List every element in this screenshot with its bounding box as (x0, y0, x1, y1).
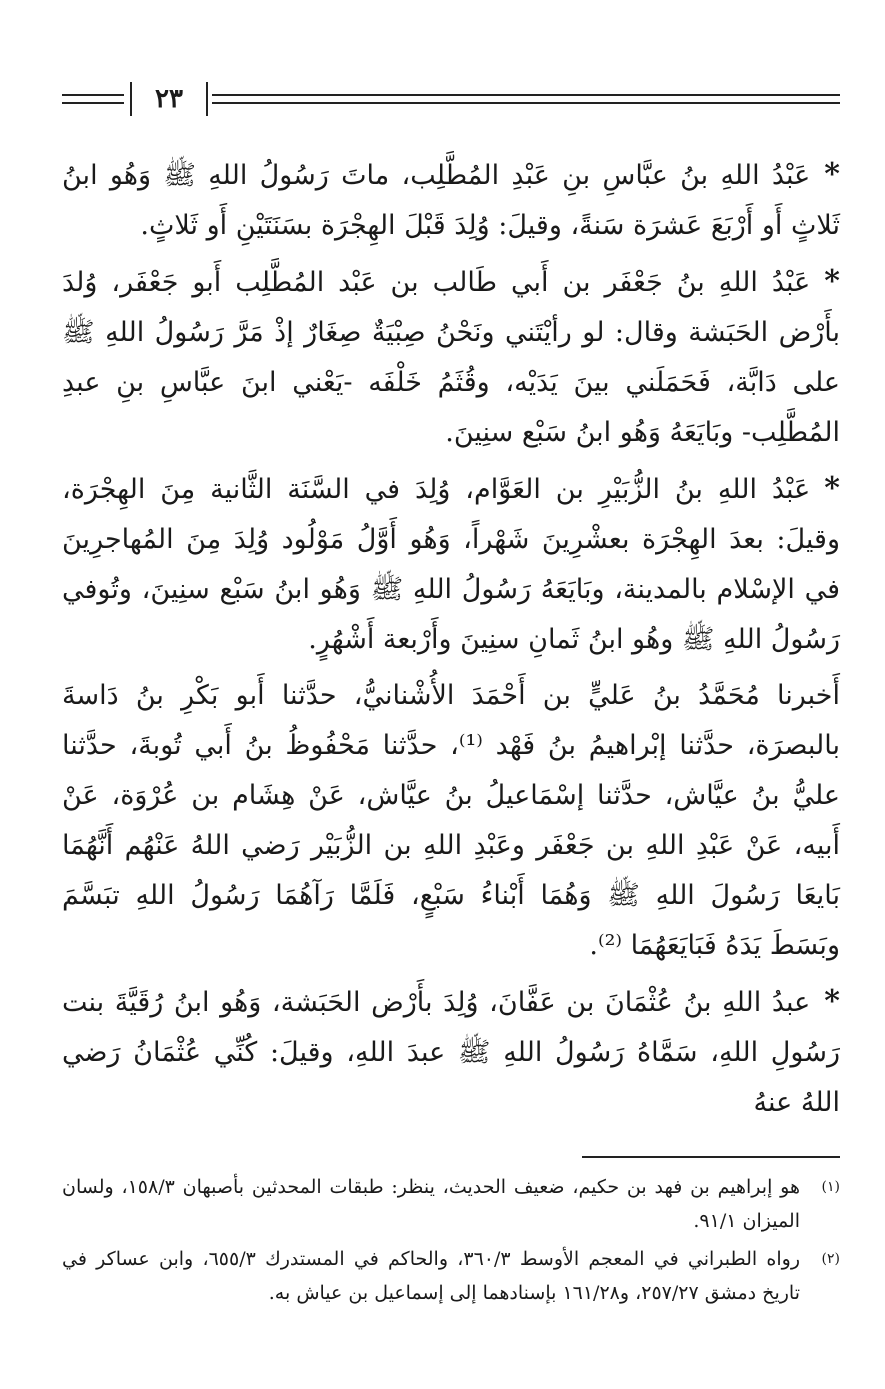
footnote (62, 1170, 840, 1238)
main-text (62, 150, 840, 1134)
footnote-marker: (٢) (821, 1251, 840, 1267)
narration-paragraph: أَخبرنا مُحَمَّدُ بنُ عَليٍّ بن أَحْمَدَ الأُشْنانيُّ، حدَّثنا أَبو بَكْرِ بنُ دَاسةَ بالبصرَة، حدَّثنا إبْراهيمُ بنُ فَهْد ⁽¹⁾، حدَّثنا مَحْفُوظُ بنُ أَبي تُوبةَ، حدَّثنا عليُّ بنُ عيَّاش، حدَّثنا إسْمَاعيلُ بنُ عيَّاش، عَنْ هِشَام بن عُرْوَة، عَنْ أَبيه، عَنْ عَبْدِ اللهِ بن جَعْفَر وعَبْدِ اللهِ بن الزُّبَيْر رَضي اللهُ عَنْهُم أَنَّهُمَا بَايعَا رَسُولَ اللهِ ﷺ وَهُمَا أَبْناءُ سَبْعٍ، فَلَمَّا رَآهُمَا رَسُولُ اللهِ تبَسَّمَ وبَسَطَ يَدَهُ فَبَايَعَهُمَا ⁽²⁾. (62, 680, 840, 961)
biography-entry (62, 977, 840, 1128)
entry-bullet: * (824, 264, 840, 299)
entry-bullet: * (824, 984, 840, 1019)
header-rule-left (62, 94, 124, 104)
page-number: ٢٣ (155, 84, 183, 114)
entry-text: عَبْدُ اللهِ بنُ عبَّاسِ بنِ عَبْدِ المُطَّلِب، ماتَ رَسُولُ اللهِ ﷺ وَهُو ابنُ ثَلاثٍ أَو أَرْبَعَ عَشرَة سَنةً، وقيلَ: وُلِدَ قَبْلَ الهِجْرَة بسَنَتَيْنِ أَو ثَلاثٍ. (62, 160, 840, 241)
page-header (62, 82, 840, 118)
footnote-separator (582, 1156, 840, 1158)
header-rule-right (212, 94, 840, 104)
entry-text: عَبْدُ اللهِ بنُ جَعْفَر بن أَبي طَالب بن عَبْد المُطَّلِب أَبو جَعْفَر، وُلدَ بأَرْض الحَبَشة وقال: لو رأيْتَني ونَحْنُ صِبْيَةٌ صِغَارٌ إذْ مَرَّ رَسُولُ اللهِ ﷺ على دَابَّة، فَحَمَلَني بينَ يَدَيْه، وقُثَمُ خَلْفَه -يَعْني ابنَ عبَّاسِ بنِ عبدِ المُطَّلِب- وبَايَعَهُ وَهُو ابنُ سَبْع سنِينَ. (62, 267, 840, 448)
entry-bullet: * (824, 157, 840, 192)
footnote (62, 1242, 840, 1310)
footnotes (62, 1170, 840, 1314)
biography-entry (62, 464, 840, 665)
entry-text: عبدُ اللهِ بنُ عُثْمَانَ بن عَفَّانَ، وُلِدَ بأَرْض الحَبَشة، وَهُو ابنُ رُقَيَّةَ بنت رَسُولِ اللهِ، سَمَّاهُ رَسُولُ اللهِ ﷺ عبدَ اللهِ، وقيلَ: كُنِّي عُثْمَانُ رَضي اللهُ عنهُ (62, 987, 840, 1118)
biography-entry (62, 257, 840, 458)
biography-entry (62, 150, 840, 251)
entry-bullet: * (824, 471, 840, 506)
header-divider-left (130, 82, 132, 116)
footnote-marker: (١) (821, 1179, 840, 1195)
footnote-text: هو إبراهيم بن فهد بن حكيم، ضعيف الحديث، ينظر: طبقات المحدثين بأصبهان ١٥٨/٣، ولسان الميزان ٩١/١. (62, 1176, 800, 1232)
header-divider-right (206, 82, 208, 116)
footnote-text: رواه الطبراني في المعجم الأوسط ٣٦٠/٣، والحاكم في المستدرك ٦٥٥/٣، وابن عساكر في تاريخ دمشق ٢٥٧/٢٧، و١٦١/٢٨ بإسنادهما إلى إسماعيل بن عياش به. (62, 1248, 800, 1304)
entry-text: عَبْدُ اللهِ بنُ الزُّبَيْرِ بن العَوَّام، وُلِدَ في السَّنَة الثَّانية مِنَ الهِجْرَة، وقيلَ: بعدَ الهِجْرَة بعشْرِينَ شَهْراً، وَهُو أَوَّلُ مَوْلُود وُلِدَ مِنَ المُهاجرِينَ في الإسْلام بالمدينة، وبَايَعَهُ رَسُولُ اللهِ ﷺ وَهُو ابنُ سَبْع سنِينَ، وتُوفي رَسُولُ اللهِ ﷺ وهُو ابنُ ثَمانِ سنِينَ وأَرْبعة أَشْهُرٍ. (62, 474, 840, 655)
